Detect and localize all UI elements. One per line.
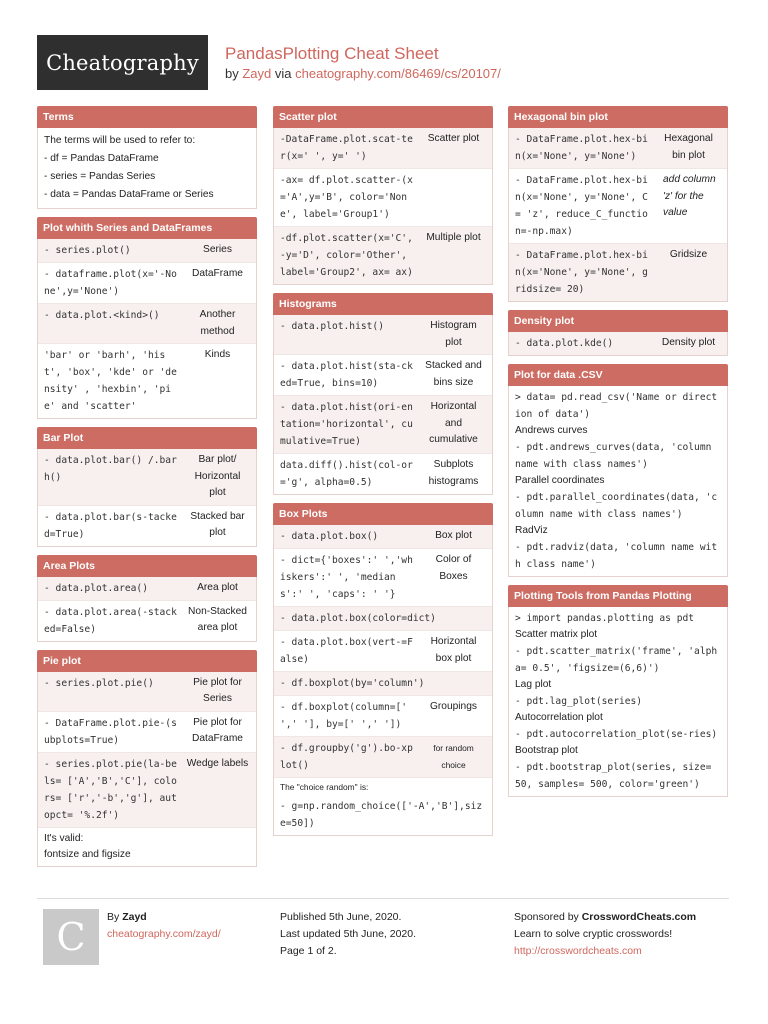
section-header: Area Plots bbox=[37, 555, 257, 577]
footer-author-name[interactable]: Zayd bbox=[122, 911, 147, 923]
desc-cell: Scatter plot bbox=[427, 133, 480, 144]
text-line: RadViz bbox=[515, 525, 548, 536]
author-avatar[interactable]: C bbox=[43, 909, 99, 965]
section-header: Density plot bbox=[508, 310, 728, 332]
desc-cell: add column 'z' for the value bbox=[663, 174, 716, 218]
table-row bbox=[509, 243, 727, 301]
code-cell: - data.plot.kde() bbox=[515, 338, 614, 349]
text-line: Scatter matrix plot bbox=[515, 629, 598, 640]
code-line: - pdt.radviz(data, 'column name with class name') bbox=[515, 542, 718, 570]
code-line: > import pandas.plotting as pdt bbox=[515, 613, 695, 624]
area-plots-section bbox=[37, 555, 257, 642]
column-3 bbox=[508, 106, 728, 805]
table-row bbox=[274, 354, 492, 395]
table-row bbox=[38, 577, 256, 600]
code-cell: -DataFrame.plot.scat-ter(x=' ', y=' ') bbox=[280, 134, 413, 162]
desc-cell: Series bbox=[203, 244, 232, 255]
desc-cell: Color of Boxes bbox=[435, 554, 472, 582]
desc-cell: Horizontal box plot bbox=[430, 636, 477, 664]
terms-line: - series = Pandas Series bbox=[44, 171, 156, 182]
sponsor-url[interactable]: http://crosswordcheats.com bbox=[514, 945, 642, 957]
csv-body bbox=[508, 386, 728, 577]
desc-cell: Stacked and bins size bbox=[425, 360, 482, 388]
published-date: Published 5th June, 2020. bbox=[280, 911, 402, 923]
table-row bbox=[38, 600, 256, 641]
code-cell: - series.plot.pie() bbox=[44, 677, 154, 689]
footer-sponsor bbox=[514, 909, 696, 960]
note-line: fontsize and figsize bbox=[44, 848, 131, 860]
code-cell: 'bar' or 'barh', 'hist', 'box', 'kde' or 'density' , 'hexbin', 'pie' and 'scatter' bbox=[44, 350, 177, 412]
text-line: Parallel coordinates bbox=[515, 475, 605, 486]
section-header: Scatter plot bbox=[273, 106, 493, 128]
table-row bbox=[274, 226, 492, 284]
footer-author-url[interactable]: cheatography.com/zayd/ bbox=[107, 928, 221, 940]
box-plots-section bbox=[273, 503, 493, 836]
page-number: Page 1 of 2. bbox=[280, 945, 337, 957]
table-row bbox=[509, 332, 727, 355]
table-row bbox=[274, 777, 492, 835]
code-cell: - data.plot.hist(sta-cked=True, bins=10) bbox=[280, 361, 413, 389]
code-cell: - df.boxplot(by='column') bbox=[280, 678, 425, 689]
code-line: - pdt.lag_plot(series) bbox=[515, 696, 643, 707]
section-header: Histograms bbox=[273, 293, 493, 315]
table-row bbox=[274, 128, 492, 168]
code-cell: - series.plot() bbox=[44, 245, 131, 256]
code-line: - pdt.parallel_coordinates(data, 'column name with class names') bbox=[515, 492, 718, 520]
desc-cell: for random choice bbox=[433, 743, 474, 770]
table-row bbox=[38, 262, 256, 303]
desc-cell: Non-Stacked area plot bbox=[188, 605, 247, 633]
desc-cell: Kinds bbox=[204, 349, 231, 360]
code-cell: data.diff().hist(col-or='g', alpha=0.5) bbox=[280, 460, 413, 488]
table-row bbox=[38, 303, 256, 343]
tools-body bbox=[508, 607, 728, 797]
table-row bbox=[38, 672, 256, 711]
desc-cell: Hexagonal bin plot bbox=[664, 133, 713, 161]
author-link[interactable]: Zayd bbox=[242, 66, 272, 81]
footer-by: By bbox=[107, 911, 120, 923]
plotting-tools-section bbox=[508, 585, 728, 797]
desc-cell: Pie plot for DataFrame bbox=[192, 716, 243, 744]
desc-cell: Gridsize bbox=[669, 249, 708, 260]
code-cell: - df.boxplot(column=[' ',' '], by=[' ',' ']) bbox=[280, 702, 413, 730]
desc-cell: Area plot bbox=[197, 581, 238, 593]
desc-cell: DataFrame bbox=[192, 268, 243, 279]
code-cell: - data.plot.bar() /.barh() bbox=[44, 455, 177, 483]
code-line: > data= pd.read_csv('Name or direction of data') bbox=[515, 392, 718, 420]
sponsor-name[interactable]: CrosswordCheats.com bbox=[581, 911, 697, 923]
code-cell: - series.plot.pie(la-bels= ['A','B','C'], colors= ['r','-b','g'], autopct= '%.2f') bbox=[44, 758, 177, 821]
section-header: Hexagonal bin plot bbox=[508, 106, 728, 128]
code-cell: - dataframe.plot(x='-None',y='None') bbox=[44, 269, 177, 297]
table-row bbox=[38, 711, 256, 752]
code-cell: - data.plot.box() bbox=[280, 531, 379, 542]
table-row bbox=[274, 606, 492, 630]
table-row bbox=[274, 315, 492, 354]
sponsored-by: Sponsored by bbox=[514, 911, 579, 923]
code-line: - pdt.andrews_curves(data, 'column name with class names') bbox=[515, 442, 718, 470]
text-line: Autocorrelation plot bbox=[515, 712, 603, 723]
code-cell: - data.plot.<kind>() bbox=[44, 310, 160, 321]
table-row bbox=[274, 395, 492, 453]
desc-cell: Groupings bbox=[429, 701, 477, 712]
table-row bbox=[274, 695, 492, 736]
terms-line: - df = Pandas DataFrame bbox=[44, 153, 159, 164]
byline-by: by bbox=[225, 66, 239, 81]
updated-date: Last updated 5th June, 2020. bbox=[280, 928, 417, 940]
code-cell: - data.plot.box(color=dict) bbox=[280, 613, 436, 624]
table-row bbox=[274, 630, 492, 671]
text-line: Andrews curves bbox=[515, 425, 588, 436]
csv-section bbox=[508, 364, 728, 577]
desc-cell: Histogram plot bbox=[430, 320, 477, 348]
desc-cell: Density plot bbox=[661, 337, 716, 348]
desc-cell bbox=[418, 172, 486, 223]
desc-cell: Subplots histograms bbox=[428, 459, 479, 487]
desc-cell: Another method bbox=[199, 309, 236, 337]
footer-publish-info bbox=[280, 909, 416, 960]
byline-via: via bbox=[274, 66, 292, 81]
section-header: Plot whith Series and DataFrames bbox=[37, 217, 257, 239]
plot-series-section bbox=[37, 217, 257, 419]
section-header: Plot for data .CSV bbox=[508, 364, 728, 386]
histograms-section bbox=[273, 293, 493, 495]
table-row bbox=[38, 449, 256, 505]
desc-cell: Wedge labels bbox=[186, 757, 249, 769]
code-cell: - data.plot.hist(ori-entation='horizontal', cumulative=True) bbox=[280, 402, 413, 447]
table-row bbox=[38, 239, 256, 262]
code-cell: - data.plot.area(-stacked=False) bbox=[44, 606, 177, 635]
code-cell: - DataFrame.plot.hex-bin(x='None', y='None') bbox=[515, 134, 648, 162]
code-cell: - data.plot.area() bbox=[44, 582, 148, 594]
note-line: It's valid: bbox=[44, 832, 84, 844]
table-row bbox=[38, 343, 256, 418]
section-header: Box Plots bbox=[273, 503, 493, 525]
desc-cell: Horizontal and cumulative bbox=[429, 401, 478, 445]
code-line: - pdt.bootstrap_plot(series, size= 50, samples= 500, color='green') bbox=[515, 762, 718, 790]
table-row bbox=[274, 168, 492, 226]
table-row bbox=[274, 525, 492, 548]
cheatography-logo[interactable]: Cheatography bbox=[37, 35, 208, 90]
page-header bbox=[37, 35, 729, 90]
section-header: Terms bbox=[37, 106, 257, 128]
code-cell: - DataFrame.plot.pie-(subplots=True) bbox=[44, 717, 177, 746]
pie-plot-section bbox=[37, 650, 257, 867]
code-cell: - data.plot.box(vert-=False) bbox=[280, 637, 413, 665]
terms-line: - data = Pandas DataFrame or Series bbox=[44, 189, 214, 200]
table-row bbox=[274, 453, 492, 494]
column-1 bbox=[37, 106, 257, 875]
desc-cell: Stacked bar plot bbox=[190, 510, 245, 538]
code-cell: - DataFrame.plot.hex-bin(x='None', y='None', C= 'z', reduce_C_function=-np.max) bbox=[515, 175, 648, 237]
code-cell: -ax= df.plot.scatter-(x='A',y='B', color='None', label='Group1') bbox=[280, 175, 413, 220]
code-line: - pdt.autocorrelation_plot(se-ries) bbox=[515, 729, 718, 740]
code-cell: - DataFrame.plot.hex-bin(x='None', y='None', gridsize= 20) bbox=[515, 250, 648, 295]
table-row bbox=[274, 671, 492, 695]
byline bbox=[225, 66, 501, 81]
text-line: Bootstrap plot bbox=[515, 745, 578, 756]
desc-cell: Bar plot/ Horizontal plot bbox=[194, 454, 241, 498]
table-row bbox=[274, 736, 492, 777]
section-header: Pie plot bbox=[37, 650, 257, 672]
desc-cell: Pie plot for Series bbox=[193, 676, 242, 704]
table-row bbox=[509, 168, 727, 243]
table-row bbox=[38, 505, 256, 546]
bar-plot-section bbox=[37, 427, 257, 547]
section-header: Plotting Tools from Pandas Plotting bbox=[508, 585, 728, 607]
hexbin-section bbox=[508, 106, 728, 302]
sheet-url-link[interactable]: cheatography.com/86469/cs/20107/ bbox=[295, 66, 501, 81]
code-cell: - data.plot.bar(s-tacked=True) bbox=[44, 511, 177, 540]
footer-author bbox=[107, 909, 221, 943]
scatter-plot-section bbox=[273, 106, 493, 285]
terms-section bbox=[37, 106, 257, 209]
desc-cell: Multiple plot bbox=[426, 232, 481, 243]
page-footer bbox=[37, 898, 729, 988]
text-line: Lag plot bbox=[515, 679, 552, 690]
terms-line: The terms will be used to refer to: bbox=[44, 135, 196, 146]
table-row bbox=[38, 752, 256, 827]
sponsor-tagline: Learn to solve cryptic crosswords! bbox=[514, 928, 673, 940]
code-cell: -df.plot.scatter(x='C',-y='D', color='Other', label='Group2', ax= ax) bbox=[280, 233, 413, 278]
table-row bbox=[274, 548, 492, 606]
density-section bbox=[508, 310, 728, 356]
desc-cell: Box plot bbox=[435, 530, 472, 541]
page-title: PandasPlotting Cheat Sheet bbox=[225, 44, 439, 63]
code-line: - pdt.scatter_matrix('frame', 'alpha= 0.5', 'figsize=(6,6)') bbox=[515, 646, 718, 674]
note-line: The "choice random" is: bbox=[280, 782, 369, 792]
code-cell: - g=np.random_choice(['-A','B'],size=50]) bbox=[280, 801, 483, 829]
code-cell: - dict={'boxes':' ','whiskers':' ', 'medians':' ', 'caps': ' '} bbox=[280, 555, 413, 600]
table-row bbox=[509, 128, 727, 168]
column-2 bbox=[273, 106, 493, 844]
code-cell: - df.groupby('g').bo-xplot() bbox=[280, 743, 413, 771]
code-cell: - data.plot.hist() bbox=[280, 321, 384, 332]
section-header: Bar Plot bbox=[37, 427, 257, 449]
table-row bbox=[38, 827, 256, 866]
